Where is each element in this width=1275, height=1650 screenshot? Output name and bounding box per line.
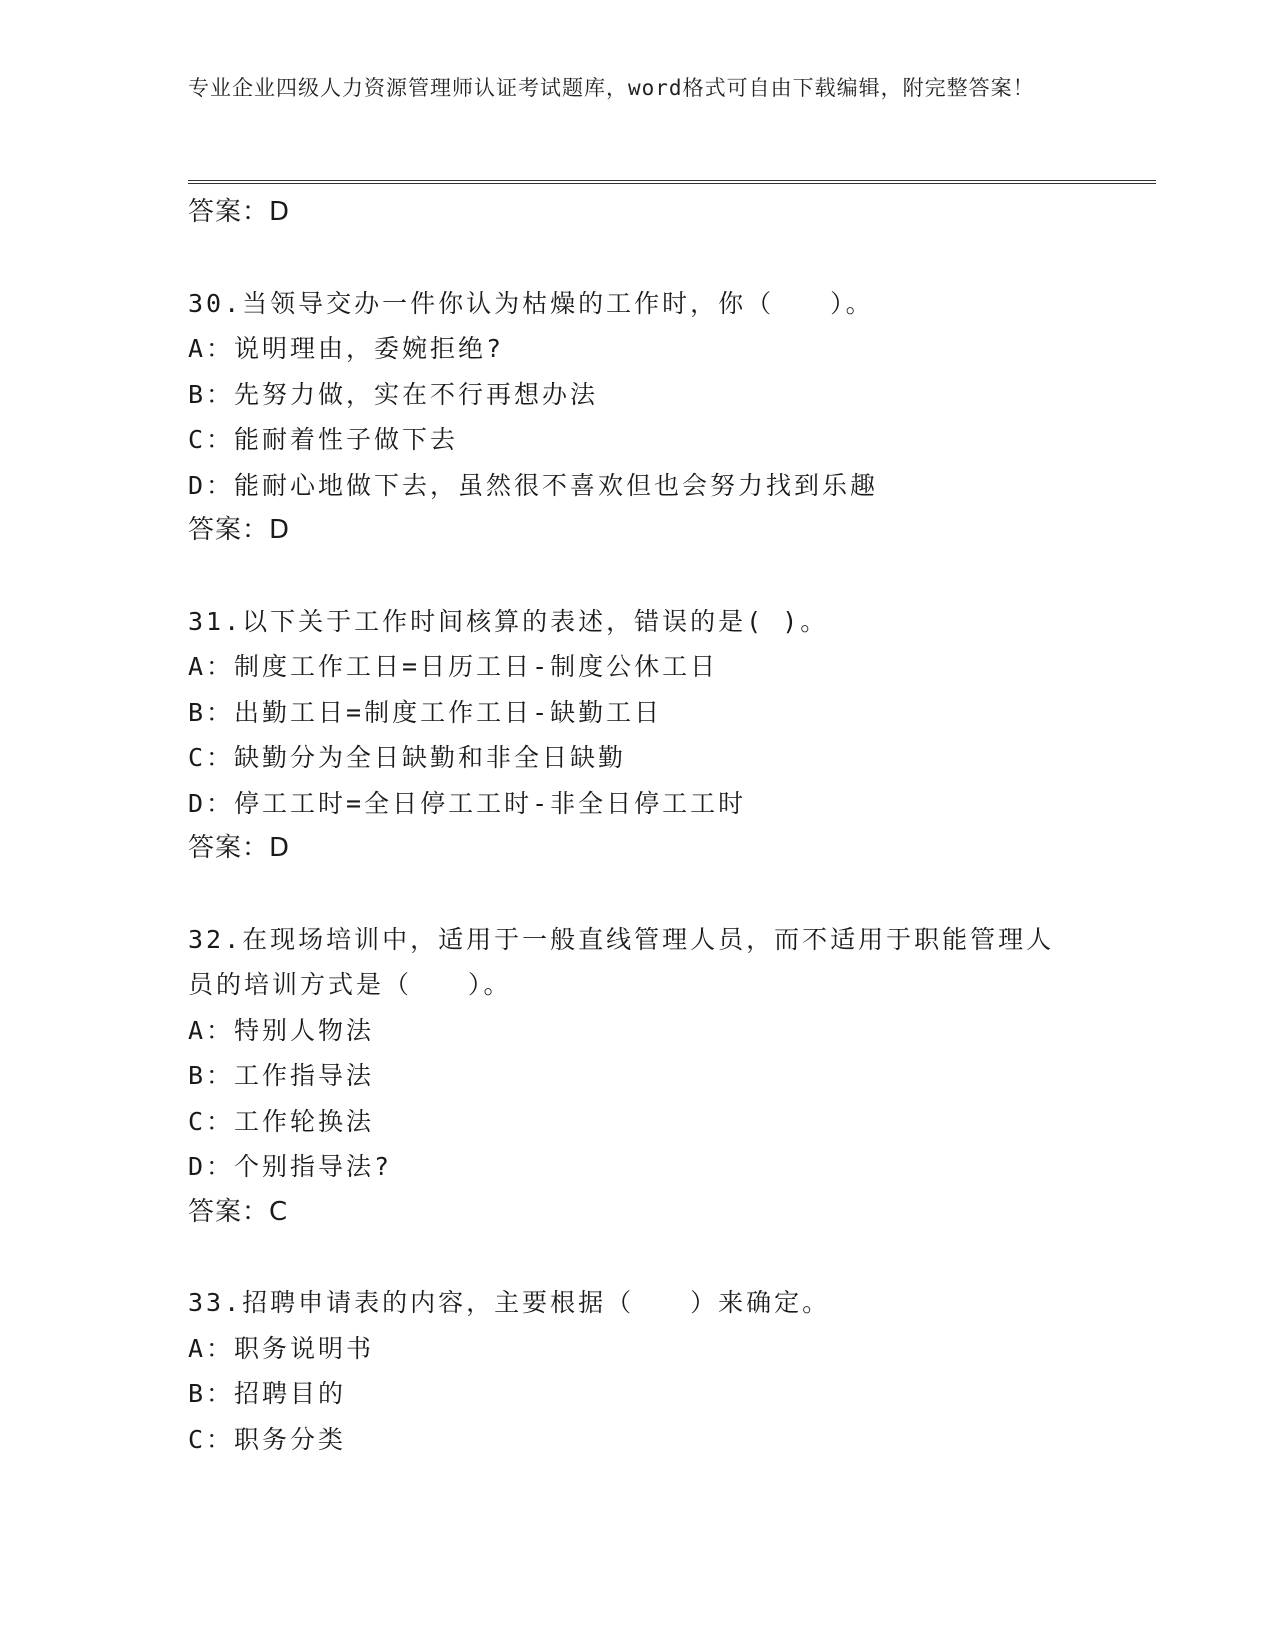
spacer <box>188 236 1088 281</box>
question-32-stem: 32.在现场培训中，适用于一般直线管理人员，而不适用于职能管理人员的培训方式是（ ）。 <box>188 924 1055 999</box>
question-30-option-c: C：能耐着性子做下去 <box>188 425 459 454</box>
question-31-stem: 31.以下关于工作时间核算的表述，错误的是( )。 <box>188 606 829 636</box>
previous-answer: 答案：D <box>188 197 291 227</box>
question-33-option-b: B：招聘目的 <box>188 1379 347 1408</box>
spacer <box>188 872 1088 917</box>
question-33-option-c: C：职务分类 <box>188 1424 347 1454</box>
question-32-option-b: B：工作指导法 <box>188 1061 375 1090</box>
question-31-option-d: D：停工工时=全日停工工时-非全日停工工时 <box>188 788 747 818</box>
question-32-option-d: D：个别指导法? <box>188 1152 393 1181</box>
header-divider <box>188 180 1156 184</box>
question-33-option-a: A：职务说明书 <box>188 1333 375 1363</box>
question-31-option-b: B：出勤工日=制度工作工日-缺勤工日 <box>188 697 663 727</box>
document-header: 专业企业四级人力资源管理师认证考试题库，word格式可自由下载编辑，附完整答案！ <box>188 76 1035 100</box>
question-30-option-b: B：先努力做，实在不行再想办法 <box>188 379 599 409</box>
question-31-option-c: C：缺勤分为全日缺勤和非全日缺勤 <box>188 743 627 772</box>
question-30-stem: 30.当领导交办一件你认为枯燥的工作时，你（ ）。 <box>188 288 874 318</box>
question-30-option-a: A：说明理由，委婉拒绝? <box>188 334 505 363</box>
question-30-answer: 答案：D <box>188 515 291 545</box>
question-31-answer: 答案：D <box>188 833 291 863</box>
spacer <box>188 554 1088 599</box>
spacer <box>188 1235 1088 1280</box>
question-32-answer: 答案：C <box>188 1196 289 1227</box>
question-32-option-c: C：工作轮换法 <box>188 1106 375 1136</box>
question-30-option-d: D：能耐心地做下去，虽然很不喜欢但也会努力找到乐趣 <box>188 470 879 500</box>
question-32-option-a: A：特别人物法 <box>188 1015 375 1045</box>
question-list <box>188 190 1088 1462</box>
question-31-option-a: A：制度工作工日=日历工日-制度公休工日 <box>188 652 719 681</box>
question-33-stem: 33.招聘申请表的内容，主要根据（ ）来确定。 <box>188 1288 831 1317</box>
